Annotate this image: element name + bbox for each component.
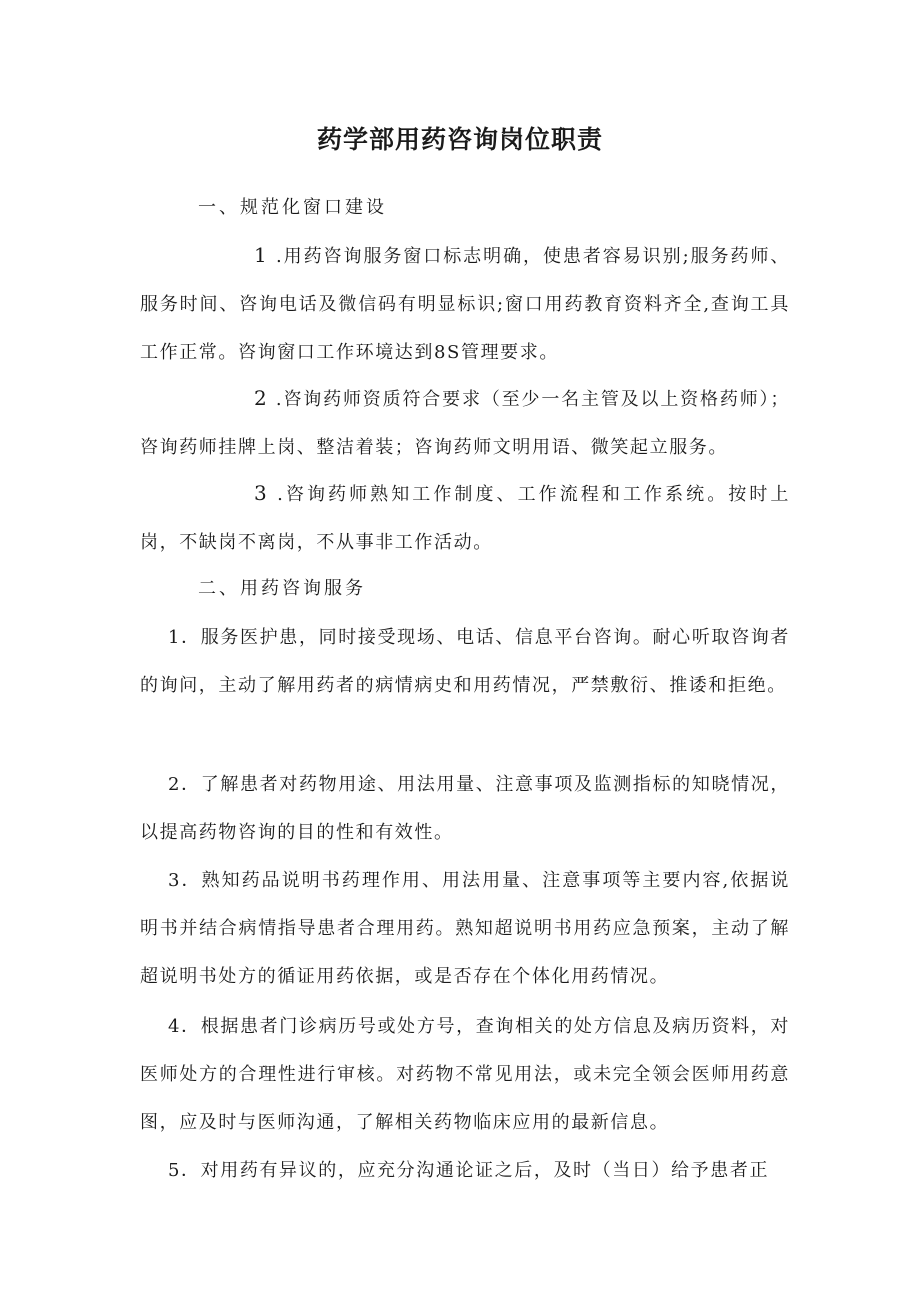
- paragraph-text: .咨询药师熟知工作制度、工作流程和工作系统。按时上岗，不缺岗不离岗，不从事非工作活动。: [140, 484, 790, 553]
- paragraph-consult-4: 4．根据患者门诊病历号或处方号，查询相关的处方信息及病历资料，对医师处方的合理性进行审核。对药物不常见用法，或未完全领会医师用药意图，应及时与医师沟通，了解相关药物临床应用的最新信息。: [140, 1016, 790, 1133]
- paragraph-consult-3: 3．熟知药品说明书药理作用、用法用量、注意事项等主要内容,依据说明书并结合病情指导患者合理用药。熟知超说明书用药应急预案，主动了解超说明书处方的循证用药依据，或是否存在个体化用药情况。: [140, 870, 790, 987]
- item-number: 2: [254, 386, 269, 410]
- item-number: 3: [254, 481, 269, 505]
- paragraph-text: .咨询药师资质符合要求（至少一名主管及以上资格药师）；咨询药师挂牌上岗、整洁着装；咨询药师文明用语、微笑起立服务。: [140, 389, 790, 458]
- paragraph-consult-2: 2．了解患者对药物用途、用法用量、注意事项及监测指标的知晓情况，以提高药物咨询的目的性和有效性。: [140, 774, 790, 843]
- paragraph-window-2: [140, 374, 790, 472]
- item-number: 1: [254, 243, 269, 267]
- paragraph-window-1: [140, 231, 790, 377]
- section-heading-window: 一、规范化窗口建设: [198, 197, 387, 218]
- document-title: 药学部用药咨询岗位职责: [316, 125, 603, 154]
- paragraph-consult-5: 5．对用药有异议的，应充分沟通论证之后，及时（当日）给予患者正: [168, 1160, 770, 1181]
- paragraph-text: .用药咨询服务窗口标志明确，使患者容易识别;服务药师、服务时间、咨询电话及微信码有明显标识;窗口用药教育资料齐全,查询工具工作正常。咨询窗口工作环境达到8S管理要求。: [140, 246, 790, 363]
- section-heading-consult: 二、用药咨询服务: [198, 578, 366, 599]
- paragraph-consult-1: 1．服务医护患，同时接受现场、电话、信息平台咨询。耐心听取咨询者的询问，主动了解用药者的病情病史和用药情况，严禁敷衍、推诿和拒绝。: [140, 627, 790, 696]
- paragraph-window-3: [140, 469, 790, 567]
